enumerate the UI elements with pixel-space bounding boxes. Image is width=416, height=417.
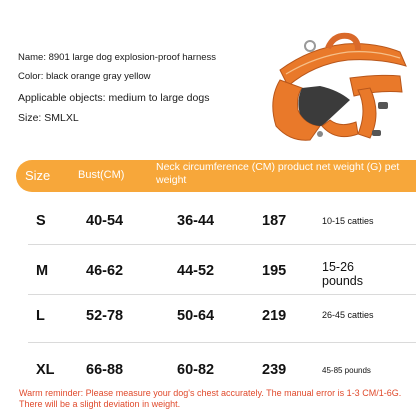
row-bust: 46-62 bbox=[86, 263, 124, 279]
row-size: XL bbox=[36, 362, 55, 378]
row-pet-weight: 26-45 catties bbox=[322, 310, 374, 320]
header-bust: Bust(CM) bbox=[78, 169, 125, 181]
row-weight: 239 bbox=[262, 362, 287, 378]
row-bust: 52-78 bbox=[86, 308, 124, 324]
row-size: M bbox=[36, 263, 49, 279]
row-divider bbox=[28, 342, 416, 343]
row-bust: 66-88 bbox=[86, 362, 124, 378]
row-weight: 195 bbox=[262, 263, 287, 279]
header-size: Size bbox=[25, 168, 51, 183]
row-pet-weight: 45-85 pounds bbox=[322, 366, 371, 375]
row-neck: 44-52 bbox=[177, 263, 215, 279]
harness-image bbox=[250, 30, 416, 155]
product-size: Size: SMLXL bbox=[18, 112, 79, 124]
product-applicable: Applicable objects: medium to large dogs bbox=[18, 92, 210, 104]
row-size: S bbox=[36, 213, 46, 229]
table-row bbox=[0, 244, 416, 296]
size-table-header bbox=[16, 160, 416, 192]
table-row bbox=[0, 196, 416, 248]
product-color: Color: black orange gray yellow bbox=[18, 71, 151, 82]
row-pet-weight: 15-26 pounds bbox=[322, 260, 364, 288]
warning-note: Warm reminder: Please measure your dog's chest accurately. The manual error is 1-3 CM/1-6G. There will be a slight deviation in weight. bbox=[19, 388, 402, 409]
row-bust: 40-54 bbox=[86, 213, 124, 229]
row-neck: 50-64 bbox=[177, 308, 215, 324]
table-row bbox=[0, 342, 416, 394]
row-divider bbox=[28, 294, 416, 295]
row-weight: 187 bbox=[262, 213, 287, 229]
row-divider bbox=[28, 244, 416, 245]
header-neck-weight: Neck circumference (CM) product net weight (G) pet weight bbox=[156, 161, 400, 186]
row-pet-weight: 10-15 catties bbox=[322, 216, 374, 226]
row-size: L bbox=[36, 308, 45, 324]
product-name: Name: 8901 large dog explosion-proof harness bbox=[18, 52, 217, 63]
row-neck: 36-44 bbox=[177, 213, 215, 229]
table-row bbox=[0, 294, 416, 346]
row-weight: 219 bbox=[262, 308, 287, 324]
row-neck: 60-82 bbox=[177, 362, 215, 378]
